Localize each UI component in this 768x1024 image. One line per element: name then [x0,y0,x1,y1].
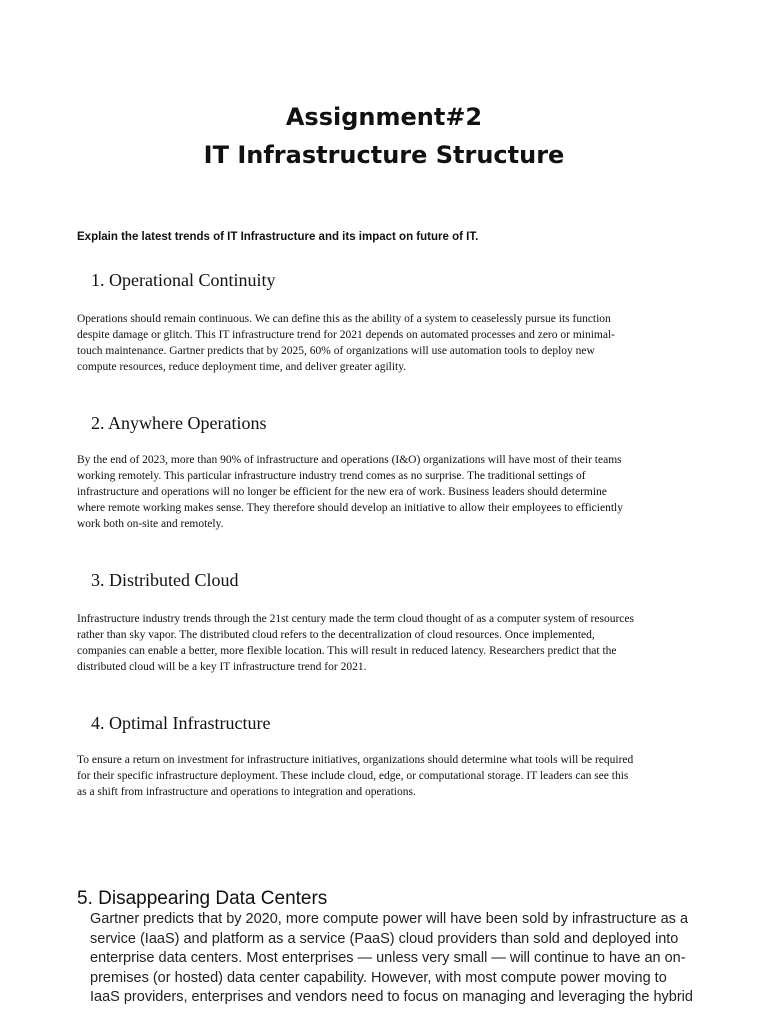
section-body-3 [77,611,634,675]
section-2-line: working remotely. This particular infrastructure industry trend comes as no surprise. The traditional settings of [77,470,586,482]
section-body-2 [77,452,623,532]
title-line-1: Assignment#2 [285,103,483,131]
title-line-2: IT Infrastructure Structure [203,141,565,169]
section-4-line: for their specific infrastructure deployment. These include cloud, edge, or computational storage. IT leaders can see this [77,770,629,782]
section-body-5 [90,910,693,1008]
section-2-line: By the end of 2023, more than 90% of infrastructure and operations (I&O) organizations will have most of their teams [77,454,622,466]
section-heading-5: 5. Disappearing Data Centers [77,888,328,909]
section-5-line: service (IaaS) and platform as a service (PaaS) cloud providers than sold and deployed into [90,930,679,947]
section-2-line: where remote working makes sense. They therefore should develop an initiative to allow their employees to efficiently [77,502,623,514]
section-1-line: compute resources, reduce deployment time, and deliver greater agility. [77,361,407,373]
section-heading-4: 4. Optimal Infrastructure [91,713,271,733]
lead-question: Explain the latest trends of IT Infrastructure and its impact on future of IT. [77,231,479,243]
section-3-line: distributed cloud will be a key IT infrastructure trend for 2021. [77,661,367,673]
section-heading-3: 3. Distributed Cloud [91,570,239,590]
section-5-line: IaaS providers, enterprises and vendors need to focus on managing and leveraging the hybrid [90,989,693,1005]
section-1-line: touch maintenance. Gartner predicts that by 2025, 60% of organizations will use automation tools to deploy new [77,345,595,357]
section-5-line: premises (or hosted) data center capability. However, with most compute power moving to [90,969,667,986]
section-3-line: rather than sky vapor. The distributed cloud refers to the decentralization of cloud resources. Once implemented, [77,629,595,641]
section-5-line: enterprise data centers. Most enterprises — unless very small — will continue to have an on- [90,950,686,966]
section-heading-2: 2. Anywhere Operations [91,413,267,433]
section-3-line: companies can enable a better, more flexible location. This will result in reduced latency. Researchers predict that the [77,645,617,657]
section-1-line: despite damage or glitch. This IT infrastructure trend for 2021 depends on automated processes and zero or minimal- [77,329,615,341]
section-body-1 [77,311,615,375]
section-4-line: To ensure a return on investment for infrastructure initiatives, organizations should determine what tools will be required [77,754,634,766]
section-4-line: as a shift from infrastructure and operations to integration and operations. [77,786,416,798]
section-5-line: Gartner predicts that by 2020, more compute power will have been sold by infrastructure as a [90,911,689,927]
document-title [0,98,768,174]
section-2-line: infrastructure and operations will no longer be efficient for the new era of work. Business leaders should determine [77,486,607,498]
section-3-line: Infrastructure industry trends through the 21st century made the term cloud thought of as a computer system of resources [77,613,634,625]
section-1-line: Operations should remain continuous. We can define this as the ability of a system to ceaselessly pursue its function [77,313,611,325]
section-heading-1: 1. Operational Continuity [91,270,276,290]
section-2-line: work both on-site and remotely. [77,518,224,530]
section-body-4 [77,752,633,800]
